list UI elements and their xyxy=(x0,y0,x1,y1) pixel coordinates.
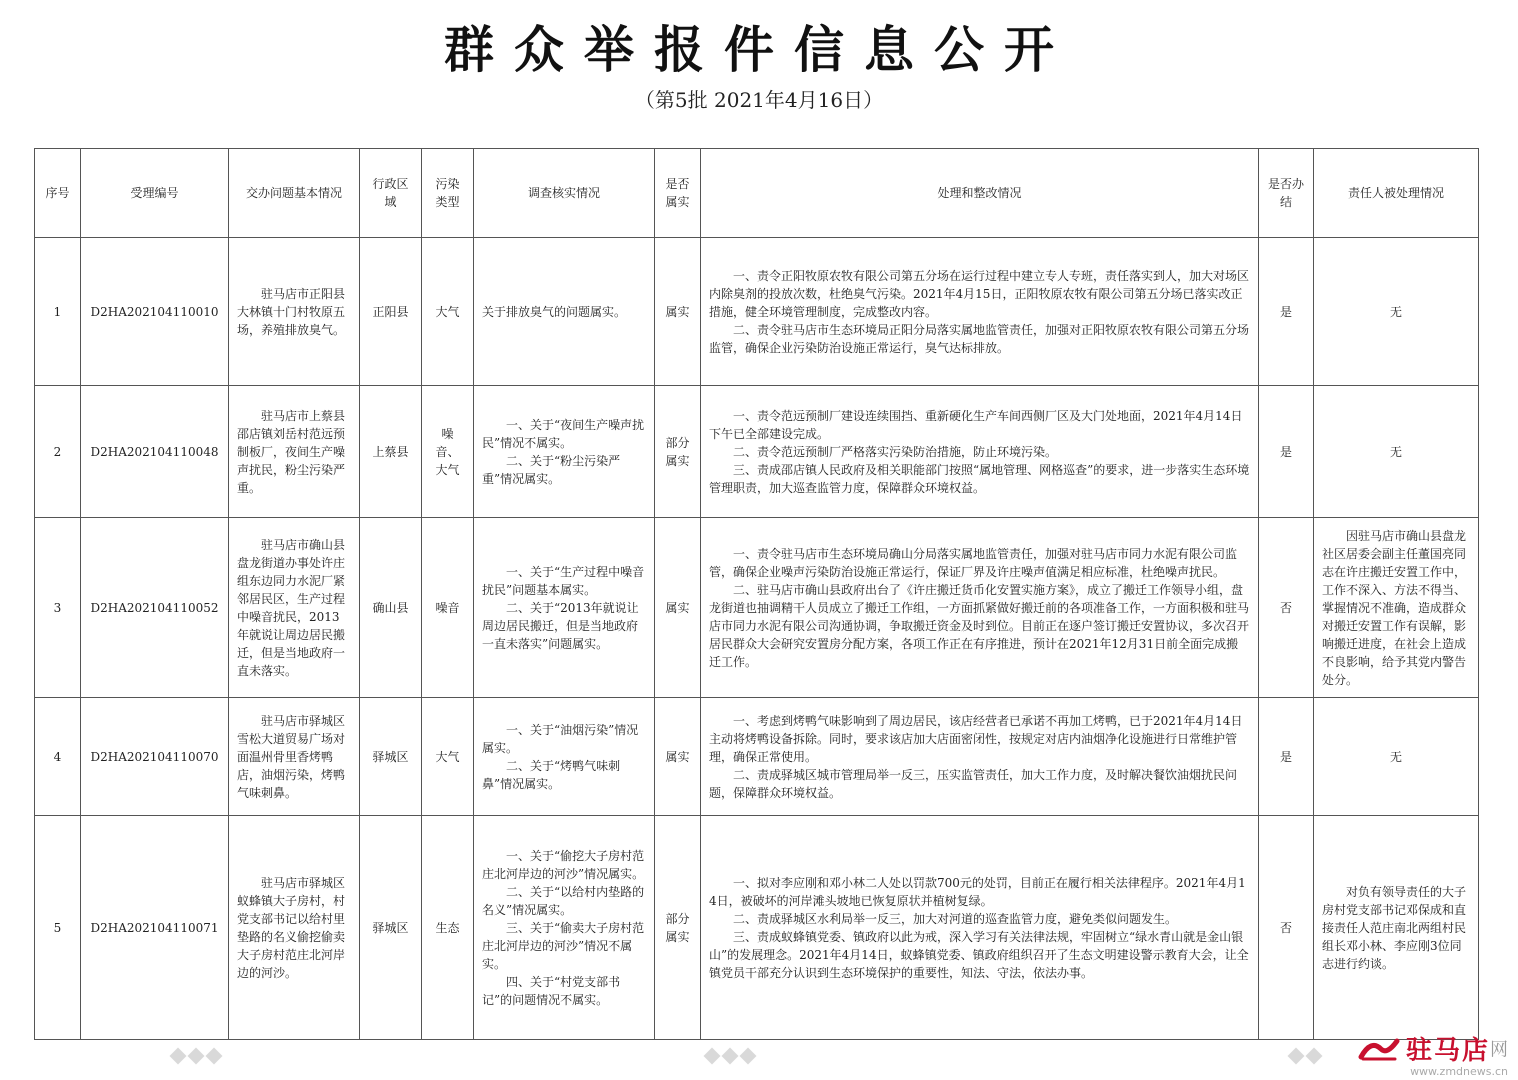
cell-closed: 是 xyxy=(1259,386,1314,518)
report-table xyxy=(34,148,1479,1040)
investigation-item: 二、关于“以给村内垫路的名义”情况属实。 xyxy=(482,884,645,917)
cell-responsible: 无 xyxy=(1314,386,1479,518)
cell-code: D2HA202104110071 xyxy=(81,816,229,1040)
cell-code: D2HA202104110070 xyxy=(81,698,229,816)
issue-text: 驻马店市确山县盘龙街道办事处许庄组东边同力水泥厂紧邻居民区，生产过程中噪音扰民，2013年就说让周边居民搬迁，但是当地政府一直未落实。 xyxy=(237,537,346,678)
diamond-icon xyxy=(206,1048,223,1065)
page-title: 群众举报件信息公开 xyxy=(444,20,1074,79)
header-closed: 是否办结 xyxy=(1259,149,1314,238)
cell-pollution: 噪音 xyxy=(422,518,474,698)
handling-item: 二、责成驿城区城市管理局举一反三，压实监管责任，加大工作力度，及时解决餐饮油烟扰民问题，保障群众环境权益。 xyxy=(709,767,1238,800)
diamond-icon xyxy=(188,1048,205,1065)
cell-issue xyxy=(229,698,360,816)
table-header-row xyxy=(35,149,1479,238)
handling-item: 二、驻马店市确山县政府出台了《许庄搬迁货币化安置实施方案》，成立了搬迁工作领导小组，盘龙街道也抽调精干人员成立了搬迁工作组，一方面抓紧做好搬迁前的各项准备工作，一方面积极和驻马店市同力水泥有限公司沟通协调，争取搬迁资金及时到位。目前正在逐户签订搬迁安置协议，多次召开居民群众大会研究安置房分配方案，各项工作正在有序推进，预计在2021年12月31日前全面完成搬迁工作。 xyxy=(709,582,1250,669)
investigation-item: 二、关于“烤鸭气味刺鼻”情况属实。 xyxy=(482,758,621,791)
cell-handling xyxy=(701,386,1259,518)
handling-item: 一、责令范远预制厂建设连续围挡、重新硬化生产车间西侧厂区及大门处地面，2021年4月14日下午已全部建设完成。 xyxy=(709,408,1243,441)
cell-region: 驿城区 xyxy=(360,816,422,1040)
cell-code: D2HA202104110052 xyxy=(81,518,229,698)
header-code: 受理编号 xyxy=(81,149,229,238)
watermark-name: 驻马店 xyxy=(1405,1036,1490,1066)
cell-responsible xyxy=(1314,816,1479,1040)
handling-item: 一、责令驻马店市生态环境局确山分局落实属地监管责任，加强对驻马店市同力水泥有限公司监管，确保企业噪声污染防治设施正常运行，保证厂界及许庄噪声值满足相应标准，杜绝噪声扰民。 xyxy=(709,546,1238,579)
cell-pollution: 大气 xyxy=(422,238,474,386)
handling-item: 三、责成邵店镇人民政府及相关职能部门按照“属地管理、网格巡查”的要求，进一步落实生态环境管理职责，加大巡查监管力度，保障群众环境权益。 xyxy=(709,462,1250,495)
investigation-item: 一、关于“夜间生产噪声扰民”情况不属实。 xyxy=(482,417,645,450)
diamond-icon xyxy=(170,1048,187,1065)
header-pollution: 污染类型 xyxy=(422,149,474,238)
cell-closed: 否 xyxy=(1259,816,1314,1040)
diamond-icon xyxy=(1306,1048,1323,1065)
investigation-item: 一、关于“生产过程中噪音扰民”问题基本属实。 xyxy=(482,564,645,597)
footer-decoration-right xyxy=(1290,1050,1320,1064)
issue-text: 驻马店市驿城区蚁蜂镇大子房村，村党支部书记以给村里垫路的名义偷挖偷卖大子房村范庄北河岸边的河沙。 xyxy=(237,875,346,980)
issue-text: 驻马店市驿城区雪松大道贸易广场对面温州骨里香烤鸭店，油烟污染，烤鸭气味刺鼻。 xyxy=(237,713,346,800)
table-row xyxy=(35,698,1479,816)
cell-issue xyxy=(229,518,360,698)
cell-verified: 属实 xyxy=(655,518,701,698)
cell-pollution: 生态 xyxy=(422,816,474,1040)
cell-verified: 属实 xyxy=(655,698,701,816)
table-row xyxy=(35,238,1479,386)
header-investigation: 调查核实情况 xyxy=(474,149,655,238)
handling-item: 二、责令范远预制厂严格落实污染防治措施，防止环境污染。 xyxy=(733,444,1058,459)
site-logo-icon xyxy=(1357,1035,1401,1063)
header-verified: 是否属实 xyxy=(655,149,701,238)
cell-no: 2 xyxy=(35,386,81,518)
cell-handling xyxy=(701,816,1259,1040)
watermark-url: www.zmdnews.cn xyxy=(1410,1065,1508,1078)
investigation-item: 一、关于“偷挖大子房村范庄北河岸边的河沙”情况属实。 xyxy=(482,848,645,881)
cell-no: 4 xyxy=(35,698,81,816)
cell-handling xyxy=(701,518,1259,698)
cell-issue xyxy=(229,386,360,518)
cell-responsible xyxy=(1314,518,1479,698)
cell-investigation xyxy=(474,518,655,698)
responsible-text: 对负有领导责任的大子房村党支部书记邓保成和直接责任人范庄南北两组村民组长邓小林、李应刚3位同志进行约谈。 xyxy=(1322,884,1467,971)
cell-investigation xyxy=(474,238,655,386)
cell-region: 上蔡县 xyxy=(360,386,422,518)
cell-investigation xyxy=(474,386,655,518)
diamond-icon xyxy=(722,1048,739,1065)
cell-handling xyxy=(701,238,1259,386)
cell-verified: 部分属实 xyxy=(655,386,701,518)
cell-region: 确山县 xyxy=(360,518,422,698)
cell-verified: 属实 xyxy=(655,238,701,386)
header-handling: 处理和整改情况 xyxy=(701,149,1259,238)
cell-closed: 是 xyxy=(1259,238,1314,386)
issue-text: 驻马店市正阳县大林镇十门村牧原五场，养殖排放臭气。 xyxy=(237,286,346,337)
cell-no: 5 xyxy=(35,816,81,1040)
handling-item: 一、责令正阳牧原农牧有限公司第五分场在运行过程中建立专人专班，责任落实到人，加大对场区内除臭剂的投放次数，杜绝臭气污染。2021年4月15日，正阳牧原农牧有限公司第五分场已落实改正措施，健全环境管理制度，完成整改内容。 xyxy=(709,268,1250,319)
diamond-icon xyxy=(704,1048,721,1065)
handling-item: 一、拟对李应刚和邓小林二人处以罚款700元的处罚，目前正在履行相关法律程序。2021年4月14日，被破坏的河岸滩头坡地已恢复原状并植树复绿。 xyxy=(709,875,1246,908)
header-region: 行政区域 xyxy=(360,149,422,238)
cell-investigation xyxy=(474,698,655,816)
cell-pollution: 大气 xyxy=(422,698,474,816)
cell-issue xyxy=(229,816,360,1040)
investigation-item: 三、关于“偷卖大子房村范庄北河岸边的河沙”情况不属实。 xyxy=(482,920,645,971)
cell-code: D2HA202104110010 xyxy=(81,238,229,386)
cell-region: 正阳县 xyxy=(360,238,422,386)
responsible-text: 因驻马店市确山县盘龙社区居委会副主任董国亮同志在许庄搬迁安置工作中，工作不深入、方法不得当、掌握情况不准确，造成群众对搬迁安置工作有误解，影响搬迁进度，在社会上造成不良影响，给予其党内警告处分。 xyxy=(1322,528,1467,687)
handling-item: 二、责令驻马店市生态环境局正阳分局落实属地监管责任，加强对正阳牧原农牧有限公司第五分场监管，确保企业污染防治设施正常运行，臭气达标排放。 xyxy=(709,322,1250,355)
handling-item: 三、责成蚁蜂镇党委、镇政府以此为戒，深入学习有关法律法规，牢固树立“绿水青山就是金山银山”的发展理念。2021年4月14日，蚁蜂镇党委、镇政府组织召开了生态文明建设警示教育大会，让全镇党员干部充分认识到生态环境保护的重要性，知法、守法，依法办事。 xyxy=(709,929,1249,980)
cell-pollution: 噪音、大气 xyxy=(422,386,474,518)
cell-handling xyxy=(701,698,1259,816)
header-issue: 交办问题基本情况 xyxy=(229,149,360,238)
header-responsible: 责任人被处理情况 xyxy=(1314,149,1479,238)
investigation-item: 二、关于“粉尘污染严重”情况属实。 xyxy=(482,453,621,486)
cell-issue xyxy=(229,238,360,386)
table-row xyxy=(35,386,1479,518)
investigation-item: 关于排放臭气的问题属实。 xyxy=(482,304,627,319)
footer-decoration-center xyxy=(706,1050,754,1064)
table-row xyxy=(35,816,1479,1040)
watermark-suffix: 网 xyxy=(1490,1039,1508,1061)
diamond-icon xyxy=(740,1048,757,1065)
footer-decoration-left xyxy=(172,1050,220,1064)
investigation-item: 四、关于“村党支部书记”的问题情况不属实。 xyxy=(482,974,621,1007)
handling-item: 一、考虑到烤鸭气味影响到了周边居民，该店经营者已承诺不再加工烤鸭，已于2021年4月14日主动将烤鸭设备拆除。同时，要求该店加大店面密闭性，按规定对店内油烟净化设施进行日常维护管理，确保正常使用。 xyxy=(709,713,1243,764)
cell-responsible: 无 xyxy=(1314,238,1479,386)
cell-closed: 是 xyxy=(1259,698,1314,816)
investigation-item: 一、关于“油烟污染”情况属实。 xyxy=(482,722,639,755)
cell-code: D2HA202104110048 xyxy=(81,386,229,518)
cell-region: 驿城区 xyxy=(360,698,422,816)
investigation-item: 二、关于“2013年就说让周边居民搬迁，但是当地政府一直未落实”问题属实。 xyxy=(482,600,639,651)
site-watermark xyxy=(1357,1030,1508,1078)
header-no: 序号 xyxy=(35,149,81,238)
handling-item: 二、责成驿城区水利局举一反三，加大对河道的巡查监管力度，避免类似问题发生。 xyxy=(733,911,1178,926)
cell-no: 1 xyxy=(35,238,81,386)
page-subtitle: （第5批 2021年4月16日） xyxy=(634,88,884,112)
cell-no: 3 xyxy=(35,518,81,698)
cell-investigation xyxy=(474,816,655,1040)
cell-verified: 部分属实 xyxy=(655,816,701,1040)
cell-responsible: 无 xyxy=(1314,698,1479,816)
diamond-icon xyxy=(1288,1048,1305,1065)
issue-text: 驻马店市上蔡县邵店镇刘岳村范远预制板厂，夜间生产噪声扰民，粉尘污染严重。 xyxy=(237,408,346,495)
cell-closed: 否 xyxy=(1259,518,1314,698)
table-row xyxy=(35,518,1479,698)
